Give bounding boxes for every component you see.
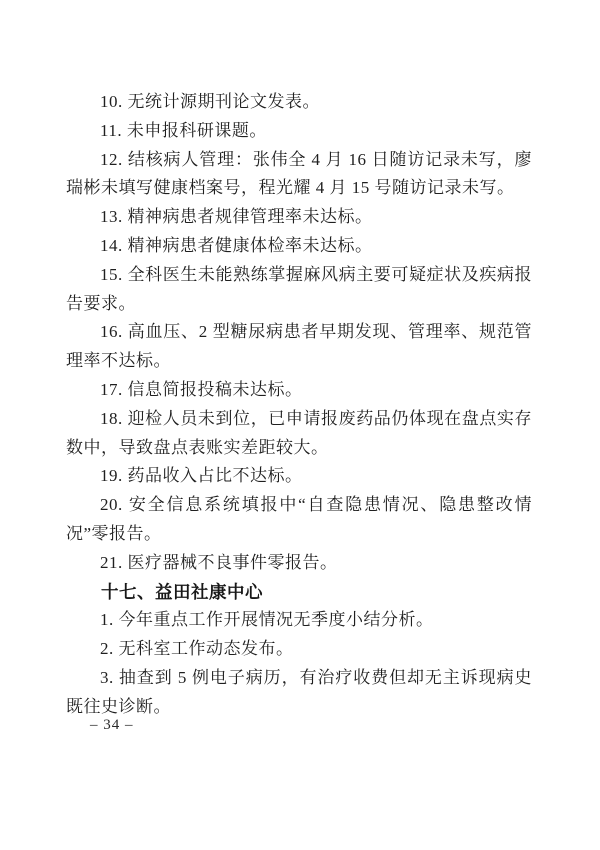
numbered-item-15: 15. 全科医生未能熟练掌握麻风病主要可疑症状及疾病报告要求。 xyxy=(66,264,532,313)
numbered-item-13: 13. 精神病患者规律管理率未达标。 xyxy=(100,207,373,227)
page-number: – 34 – xyxy=(90,717,134,733)
numbered-item-21: 21. 医疗器械不良事件零报告。 xyxy=(100,552,338,572)
numbered-item-14: 14. 精神病患者健康体检率未达标。 xyxy=(100,235,373,255)
numbered-item-19: 19. 药品收入占比不达标。 xyxy=(100,466,303,486)
numbered-item-18: 18. 迎检人员未到位，已申请报废药品仍体现在盘点实存数中，导致盘点表账实差距较大。 xyxy=(66,408,532,457)
section-item-2: 2. 无科室工作动态发布。 xyxy=(100,639,294,659)
numbered-item-10: 10. 无统计源期刊论文发表。 xyxy=(100,92,320,111)
section-item-1: 1. 今年重点工作开展情况无季度小结分析。 xyxy=(100,610,434,630)
numbered-item-11: 11. 未申报科研课题。 xyxy=(100,120,267,140)
numbered-item-17: 17. 信息简报投稿未达标。 xyxy=(100,379,303,399)
numbered-item-16: 16. 高血压、2 型糖尿病患者早期发现、管理率、规范管理率不达标。 xyxy=(66,322,532,371)
document-body xyxy=(66,88,532,722)
section-heading: 十七、益田社康中心 xyxy=(101,581,263,602)
numbered-item-20: 20. 安全信息系统填报中“自查隐患情况、隐患整改情况”零报告。 xyxy=(66,495,532,543)
numbered-item-12: 12. 结核病人管理：张伟全 4 月 16 日随访记录未写，廖瑞彬未填写健康档案号，程光耀 4 月 15 号随访记录未写。 xyxy=(66,149,532,198)
section-item-3: 3. 抽查到 5 例电子病历，有治疗收费但却无主诉现病史既往史诊断。 xyxy=(66,667,532,716)
page-footer xyxy=(90,717,134,734)
